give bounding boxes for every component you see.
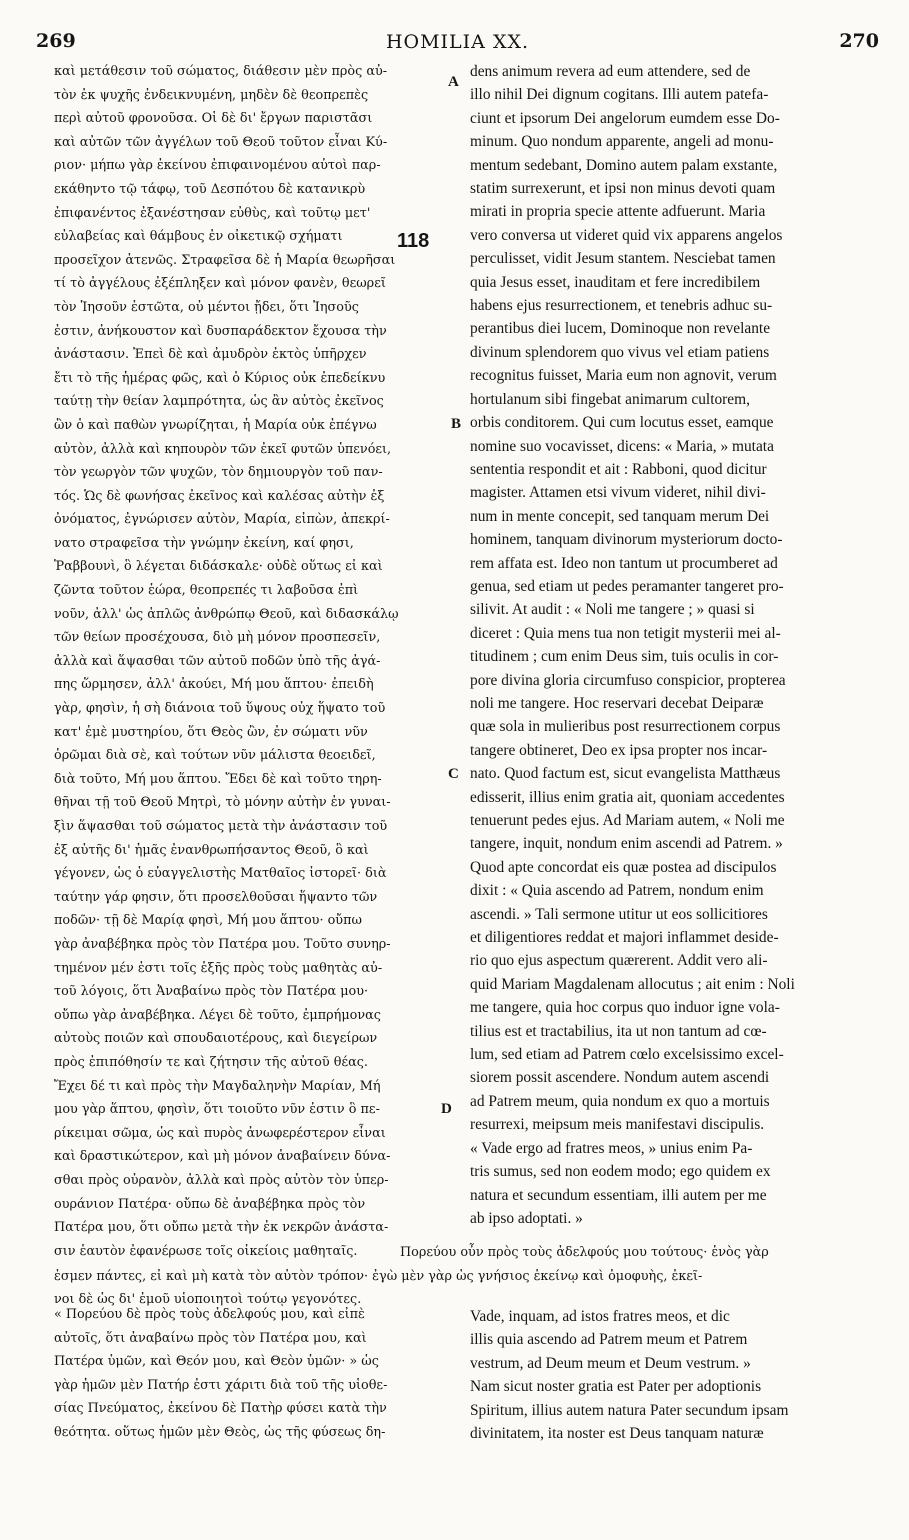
text-line: tenuerunt pedes ejus. Ad Mariam autem, « Noli me — [470, 812, 785, 829]
text-line: ἐσμεν πάντες, εἰ καὶ μὴ κατὰ τὸν αὐτὸν τρόπον· ἐγὼ μὲν γὰρ ὡς γνήσιος ἐκείνῳ καὶ ὁμοφυὴς, ἐκεῖ- — [54, 1268, 703, 1284]
text-line: Πατέρα ὑμῶν, καὶ Θεόν μου, καὶ Θεὸν ὑμῶν· » ὡς — [54, 1354, 379, 1370]
text-line: vero conversa ut videret quid vix apparens angelos — [470, 226, 783, 244]
text-line: ascendi. » Tali sermone utitur ut eos sollicitiores — [470, 905, 768, 923]
text-line: Πορεύου οὖν πρὸς τοὺς ἀδελφούς μου τούτους· ἑνὸς γὰρ — [400, 1245, 769, 1260]
text-line: habens ejus resurrectionem, et tenebris adhuc su- — [470, 297, 773, 315]
text-line: ἐστιν, ἀνήκουστον καὶ δυσπαράδεκτον ἔχουσα τὴν — [54, 323, 387, 339]
page-title: HOMILIA XX. — [385, 31, 530, 53]
latin-column-continued — [470, 1305, 874, 1445]
text-line: καὶ δραστικώτερον, καὶ μὴ μόνον ἀναβαίνειν δύνα- — [54, 1149, 391, 1165]
text-line: resurrexi, meipsum meis manifestavi discipulis. — [470, 1116, 765, 1134]
text-line: ξὶν ἅψασθαι τοῦ σώματος μετὰ τὴν ἀνάστασιν τοῦ — [54, 819, 388, 834]
text-line: νατο στραφεῖσα τὴν γνώμην ἐκείνη, καί φησι, — [54, 535, 354, 551]
text-line: illo nihil Dei dignum cogitans. Illi autem patefa- — [470, 86, 769, 104]
text-line: Ῥαββουνὶ, ὃ λέγεται διδάσκαλε· οὐδὲ οὕτως εἰ καὶ — [54, 559, 383, 575]
text-line: ρίκειμαι σῶμα, ὡς καὶ πυρὸς ἀνωφερέστερον εἶναι — [54, 1125, 386, 1141]
text-line: siorem possit ascendere. Nondum autem ascendi — [470, 1069, 770, 1087]
text-line: προσεῖχον ἀτενῶς. Στραφεῖσα δὲ ἡ Μαρία θεωρῆσαι — [54, 252, 396, 268]
text-line: rio quo ejus aspectum quærerent. Addit vero ali- — [470, 952, 768, 970]
text-line: vestrum, ad Deum meum et Deum vestrum. » — [470, 1354, 751, 1372]
text-line: Quod apte concordat eis quæ postea ad discipulos — [470, 858, 777, 876]
text-line: εὐλαβείας καὶ θάμβους ἐν οἰκετικῷ σχήματι — [54, 229, 343, 245]
text-line: πρὸς ἐπιπόθησίν τε καὶ ζήτησιν τῆς αὐτοῦ θέας. — [54, 1054, 368, 1070]
text-line: sententia respondit et ait : Rabboni, quod dicitur — [470, 460, 767, 478]
text-line: me tangere, quia hoc corpus quo induor igne vola- — [470, 999, 780, 1017]
text-line: αὐτὸν, ἀλλὰ καὶ κηπουρὸν τῶν ἐκεῖ φυτῶν ὑπενόει, — [54, 441, 392, 457]
text-line: dixit : « Quia ascendo ad Patrem, nondum enim — [470, 882, 764, 900]
latin-column — [470, 60, 874, 1230]
text-line: quæ sola in mulieribus post resurrectionem corpus — [470, 718, 781, 736]
text-line: noli me tangere. Hoc reservari decebat Deiparæ — [470, 694, 764, 712]
text-line: καὶ αὐτῶν τῶν ἀγγέλων τοῦ Θεοῦ τοῦτον εἶναι Κύ- — [54, 134, 388, 150]
text-line: magister. Attamen etsi vivum videret, nihil divi- — [470, 484, 766, 502]
text-line: ταύτην γάρ φησιν, ὅτι προσελθοῦσαι ἥψαντο τῶν — [54, 889, 378, 905]
text-line: εκάθηντο τῷ τάφῳ, τοῦ Δεσπότου δὲ κατανικρὺ — [54, 181, 366, 197]
text-line: Spiritum, illius autem natura Pater secundum ipsam — [470, 1401, 789, 1419]
text-line: αὐτοὺς ποιῶν καὶ σπουδαιοτέρους, καὶ διεγείρων — [54, 1031, 378, 1047]
text-line: μου γὰρ ἅπτου, φησὶν, ὅτι τοιοῦτο νῦν ἐστιν ὃ πε- — [54, 1102, 380, 1118]
text-line: ὢν ὁ καὶ παθὼν γνωρίζηται, ἡ Μαρία οὐκ ἐπέγνω — [54, 417, 377, 433]
text-line: περὶ αὐτοῦ φρονοῦσα. Οἱ δὲ δι' ἔργων παριστᾶσι — [54, 111, 373, 127]
text-line: ἐπιφανέντος ἐξανέστησαν εὐθὺς, καὶ τοῦτῳ μετ' — [54, 205, 371, 221]
text-line: divinum splendorem quo vivus vel etiam patiens — [470, 343, 770, 361]
text-line: αὐτοῖς, ὅτι ἀναβαίνω πρὸς τὸν Πατέρα μου, καὶ — [54, 1330, 367, 1346]
greek-column — [54, 60, 450, 1263]
text-line: num in mente concepit, sed tanquam merum Dei — [470, 507, 770, 525]
text-line: Vade, inquam, ad istos fratres meos, et dic — [470, 1308, 730, 1325]
text-line: καὶ μετάθεσιν τοῦ σώματος, διάθεσιν μὲν πρὸς αὐ- — [54, 64, 388, 79]
text-line: lum, sed etiam ad Patrem cœlo excelsissimo excel- — [470, 1046, 784, 1064]
text-line: quid Mariam Magdalenam allocutus ; ait enim : Noli — [470, 975, 795, 993]
text-line: statim surrexerunt, et ipsi non minus devoti quam — [470, 180, 776, 198]
text-line: pore divina gloria circumfuso conspicior, propterea — [470, 671, 786, 689]
section-marker-a: A — [448, 74, 459, 90]
text-line: dens animum revera ad eum attendere, sed de — [470, 63, 751, 80]
text-line: Πατέρα μου, ὅτι οὔπω μετὰ τὴν ἐκ νεκρῶν ἀνάστα- — [54, 1220, 389, 1236]
text-line: mentum sedebant, Domino autem palam exstante, — [470, 156, 778, 174]
margin-column-number: 118 — [397, 230, 430, 252]
text-line: γὰρ ἡμῶν μὲν Πατήρ ἐστι χάριτι διὰ τοῦ τῆς υἱοθε- — [54, 1377, 388, 1393]
text-line: σθαι πρὸς οὐρανὸν, ἀλλὰ καὶ πρὸς αὐτὸν τὸν ὑπερ- — [54, 1172, 389, 1188]
text-line: ριον· μήπω γὰρ ἐκείνου ἐπιφαινομένου αὐτοὶ παρ- — [54, 158, 381, 174]
text-line: et diligentiores reddat et majori inflammet deside- — [470, 929, 779, 947]
text-line: ab ipso adoptati. » — [470, 1209, 583, 1227]
text-line: quia Jesus esset, inauditam et fere incredibilem — [470, 273, 761, 291]
text-line: minum. Quo nondum apparente, angeli ad monu- — [470, 133, 774, 151]
text-line: τὸν Ἰησοῦν ἑστῶτα, οὐ μέντοι ᾔδει, ὅτι Ἰησοῦς — [54, 299, 359, 315]
text-line: « Vade ergo ad fratres meos, » unius enim Pa- — [470, 1139, 753, 1157]
text-line: ἀλλὰ καὶ ἅψασθαι τῶν αὐτοῦ ποδῶν ὑπὸ τῆς ἀγά- — [54, 653, 381, 669]
text-line: γὰρ ἀναβέβηκα πρὸς τὸν Πατέρα μου. Τοῦτο συνηρ- — [54, 936, 391, 952]
text-line: natura et secundum essentiam, illi autem per me — [470, 1186, 767, 1204]
text-line: tris sumus, sed non eodem modo; ego quidem ex — [470, 1163, 771, 1181]
text-line: τός. Ὡς δὲ φωνήσας ἐκεῖνος καὶ καλέσας αὐτὴν ἐξ — [54, 488, 385, 504]
text-line: ἀνάστασιν. Ἐπεὶ δὲ καὶ ἀμυδρὸν ἐκτὸς ὑπῆρχεν — [54, 347, 367, 363]
text-line: ταύτῃ τὴν θείαν λαμπρότητα, ὡς ἂν αὐτὸς ἐκεῖνος — [54, 394, 384, 410]
text-line: Nam sicut noster gratia est Pater per adoptionis — [470, 1378, 762, 1396]
text-line: mirati in propria specie attente adfuerunt. Maria — [470, 203, 766, 221]
running-header — [36, 30, 879, 56]
text-line: diceret : Quia mens tua non tetigit mysterii mei al- — [470, 624, 781, 642]
text-line: nato. Quod factum est, sicut evangelista Matthæus — [470, 765, 781, 783]
text-line: ουράνιον Πατέρα· οὔπω δὲ ἀναβέβηκα πρὸς τὸν — [54, 1196, 366, 1212]
section-marker-c: C — [448, 766, 459, 782]
text-line: γὰρ, φησὶν, ἡ σὴ διάνοια τοῦ ὕψους οὐχ ἥψατο τοῦ — [54, 701, 386, 717]
text-line: θεότητα. οὕτως ἡμῶν μὲν Θεὸς, ὡς τῆς φύσεως δη- — [54, 1424, 386, 1440]
text-line: tangere, inquit, nondum enim ascendi ad Patrem. » — [470, 835, 783, 853]
text-line: tilius est et tractabilius, ita ut non tantum ad cœ- — [470, 1022, 767, 1040]
text-line: διὰ τοῦτο, Μή μου ἅπτου. Ἔδει δὲ καὶ τοῦτο τηρη- — [54, 771, 382, 787]
text-line: πης ὥρμησεν, ἀλλ' ἀκούει, Μή μου ἅπτου· ἐπειδὴ — [54, 677, 374, 693]
text-line: θῆναι τῇ τοῦ Θεοῦ Μητρὶ, τὸ μόνην αὐτὴν ἐν γυναι- — [54, 795, 391, 811]
text-line: edisserit, illius enim gratia ait, quoniam accedentes — [470, 788, 785, 806]
text-line: ζῶντα τοῦτον ἑώρα, θεοπρεπές τι λαβοῦσα ἐπὶ — [54, 583, 359, 599]
text-line: nomine suo vocavisset, dicens: « Maria, » mutata — [470, 437, 774, 455]
text-line: hortulanum sibi fingebat animarum cultorem, — [470, 390, 750, 408]
page-number-left: 269 — [36, 30, 76, 52]
text-line: orbis conditorem. Qui cum locutus esset, eamque — [470, 414, 774, 432]
text-line: titudinem ; cum enim Deus sim, tuis oculis in cor- — [470, 648, 779, 666]
text-line: ὁρῶμαι διὰ σὲ, καὶ τούτων νῦν μάλιστα θεοειδεῖ, — [54, 748, 376, 764]
text-line: τὸν ἐκ ψυχῆς ἐνδεικνυμένη, μηδὲν δὲ θεοπρεπὲς — [54, 87, 369, 103]
text-line: τοῦ λόγοις, ὅτι Ἀναβαίνω πρὸς τὸν Πατέρα μου· — [54, 984, 369, 1000]
page-number-right: 270 — [839, 30, 879, 52]
text-line: perantibus diei lucem, Dominoque non revelante — [470, 320, 771, 338]
section-marker-d: D — [441, 1101, 452, 1117]
text-line: τί τὸ ἀγγέλους ἐξέπληξεν καὶ μόνον φανὲν, θεωρεῖ — [54, 276, 386, 292]
text-line: « Πορεύου δὲ πρὸς τοὺς ἀδελφούς μου, καὶ εἰπὲ — [54, 1307, 365, 1322]
text-line: ὀνόματος, ἐγνώρισεν αὐτὸν, Μαρία, εἰπὼν, ἀπεκρί- — [54, 512, 390, 528]
text-line: tangere obtineret, Deo ex ipsa propter nos incar- — [470, 741, 768, 759]
text-line: σίας Πνεύματος, ἐκείνου δὲ Πατὴρ φύσει κατὰ τὴν — [54, 1401, 387, 1417]
text-line: οὔπω γὰρ ἀναβέβηκα. Λέγει δὲ τοῦτο, ἐμπρήμονας — [54, 1007, 381, 1023]
text-line: recognitus fuisset, Maria eum non agnovit, verum — [470, 367, 777, 385]
text-line: perculisset, vidit Jesum stantem. Nesciebat tamen — [470, 250, 776, 268]
text-line: νοῦν, ἀλλ' ὡς ἁπλῶς ἀνθρώπῳ Θεοῦ, καὶ διδασκάλῳ — [54, 606, 399, 622]
text-line: genua, sed etiam ut pedes peramanter tangeret pro- — [470, 577, 784, 595]
text-line: τῶν θείων προσέχουσα, διὸ μὴ μόνον προσπεσεῖν, — [54, 630, 381, 646]
text-line: κατ' ἐμὲ μυστηρίου, ὅτι Θεὸς ὢν, ἐν σώματι νῦν — [54, 724, 368, 740]
text-line: ciunt et ipsorum Dei angelorum eumdem esse Do- — [470, 109, 780, 127]
text-line: νοι δὲ ὡς δι' ἐμοῦ υἱοποιητοὶ τούτῳ γεγονότες. — [54, 1292, 362, 1308]
text-line: hominem, tanquam divinorum mysteriorum docto- — [470, 531, 783, 549]
text-line: γέγονεν, ὡς ὁ εὐαγγελιστὴς Ματθαῖος ἱστορεῖ· διὰ — [54, 866, 387, 882]
text-line: silivit. At audit : « Noli me tangere ; » quasi si — [470, 601, 755, 619]
text-line: ad Patrem meum, quia nondum ex quo a mortuis — [470, 1092, 770, 1110]
text-line: rem affata est. Ideo non tantum ut procumberet ad — [470, 554, 778, 572]
text-line: ἐξ αὐτῆς δι' ἡμᾶς ἐνανθρωπήσαντος Θεοῦ, ὃ καὶ — [54, 842, 369, 858]
text-line: divinitatem, ita noster est Deus tanquam naturæ — [470, 1425, 764, 1443]
text-line: ποδῶν· τῇ δὲ Μαρίᾳ φησὶ, Μή μου ἅπτου· οὔπω — [54, 913, 362, 929]
spanning-text-block — [54, 1241, 874, 1312]
text-line: Ἔχει δέ τι καὶ πρὸς τὴν Μαγδαληνὴν Μαρίαν, Μή — [54, 1078, 381, 1094]
text-line: ἔτι τὸ τῆς ἡμέρας φῶς, καὶ ὁ Κύριος οὐκ ἐπεδείκνυ — [54, 370, 386, 386]
text-line: τὸν γεωργὸν τῶν ψυχῶν, τὸν δημιουργὸν τοῦ παν- — [54, 465, 383, 481]
greek-column-continued — [54, 1303, 450, 1445]
section-marker-b: B — [451, 416, 462, 432]
text-line: τημένον μέν ἐστι τοῖς ἑξῆς πρὸς τοὺς μαθητὰς αὐ- — [54, 960, 383, 976]
text-line: σιν ἑαυτὸν ἐφανέρωσε τοῖς οἰκείοις μαθηταῖς. — [54, 1243, 358, 1259]
text-line: illis quia ascendo ad Patrem meum et Patrem — [470, 1331, 748, 1349]
